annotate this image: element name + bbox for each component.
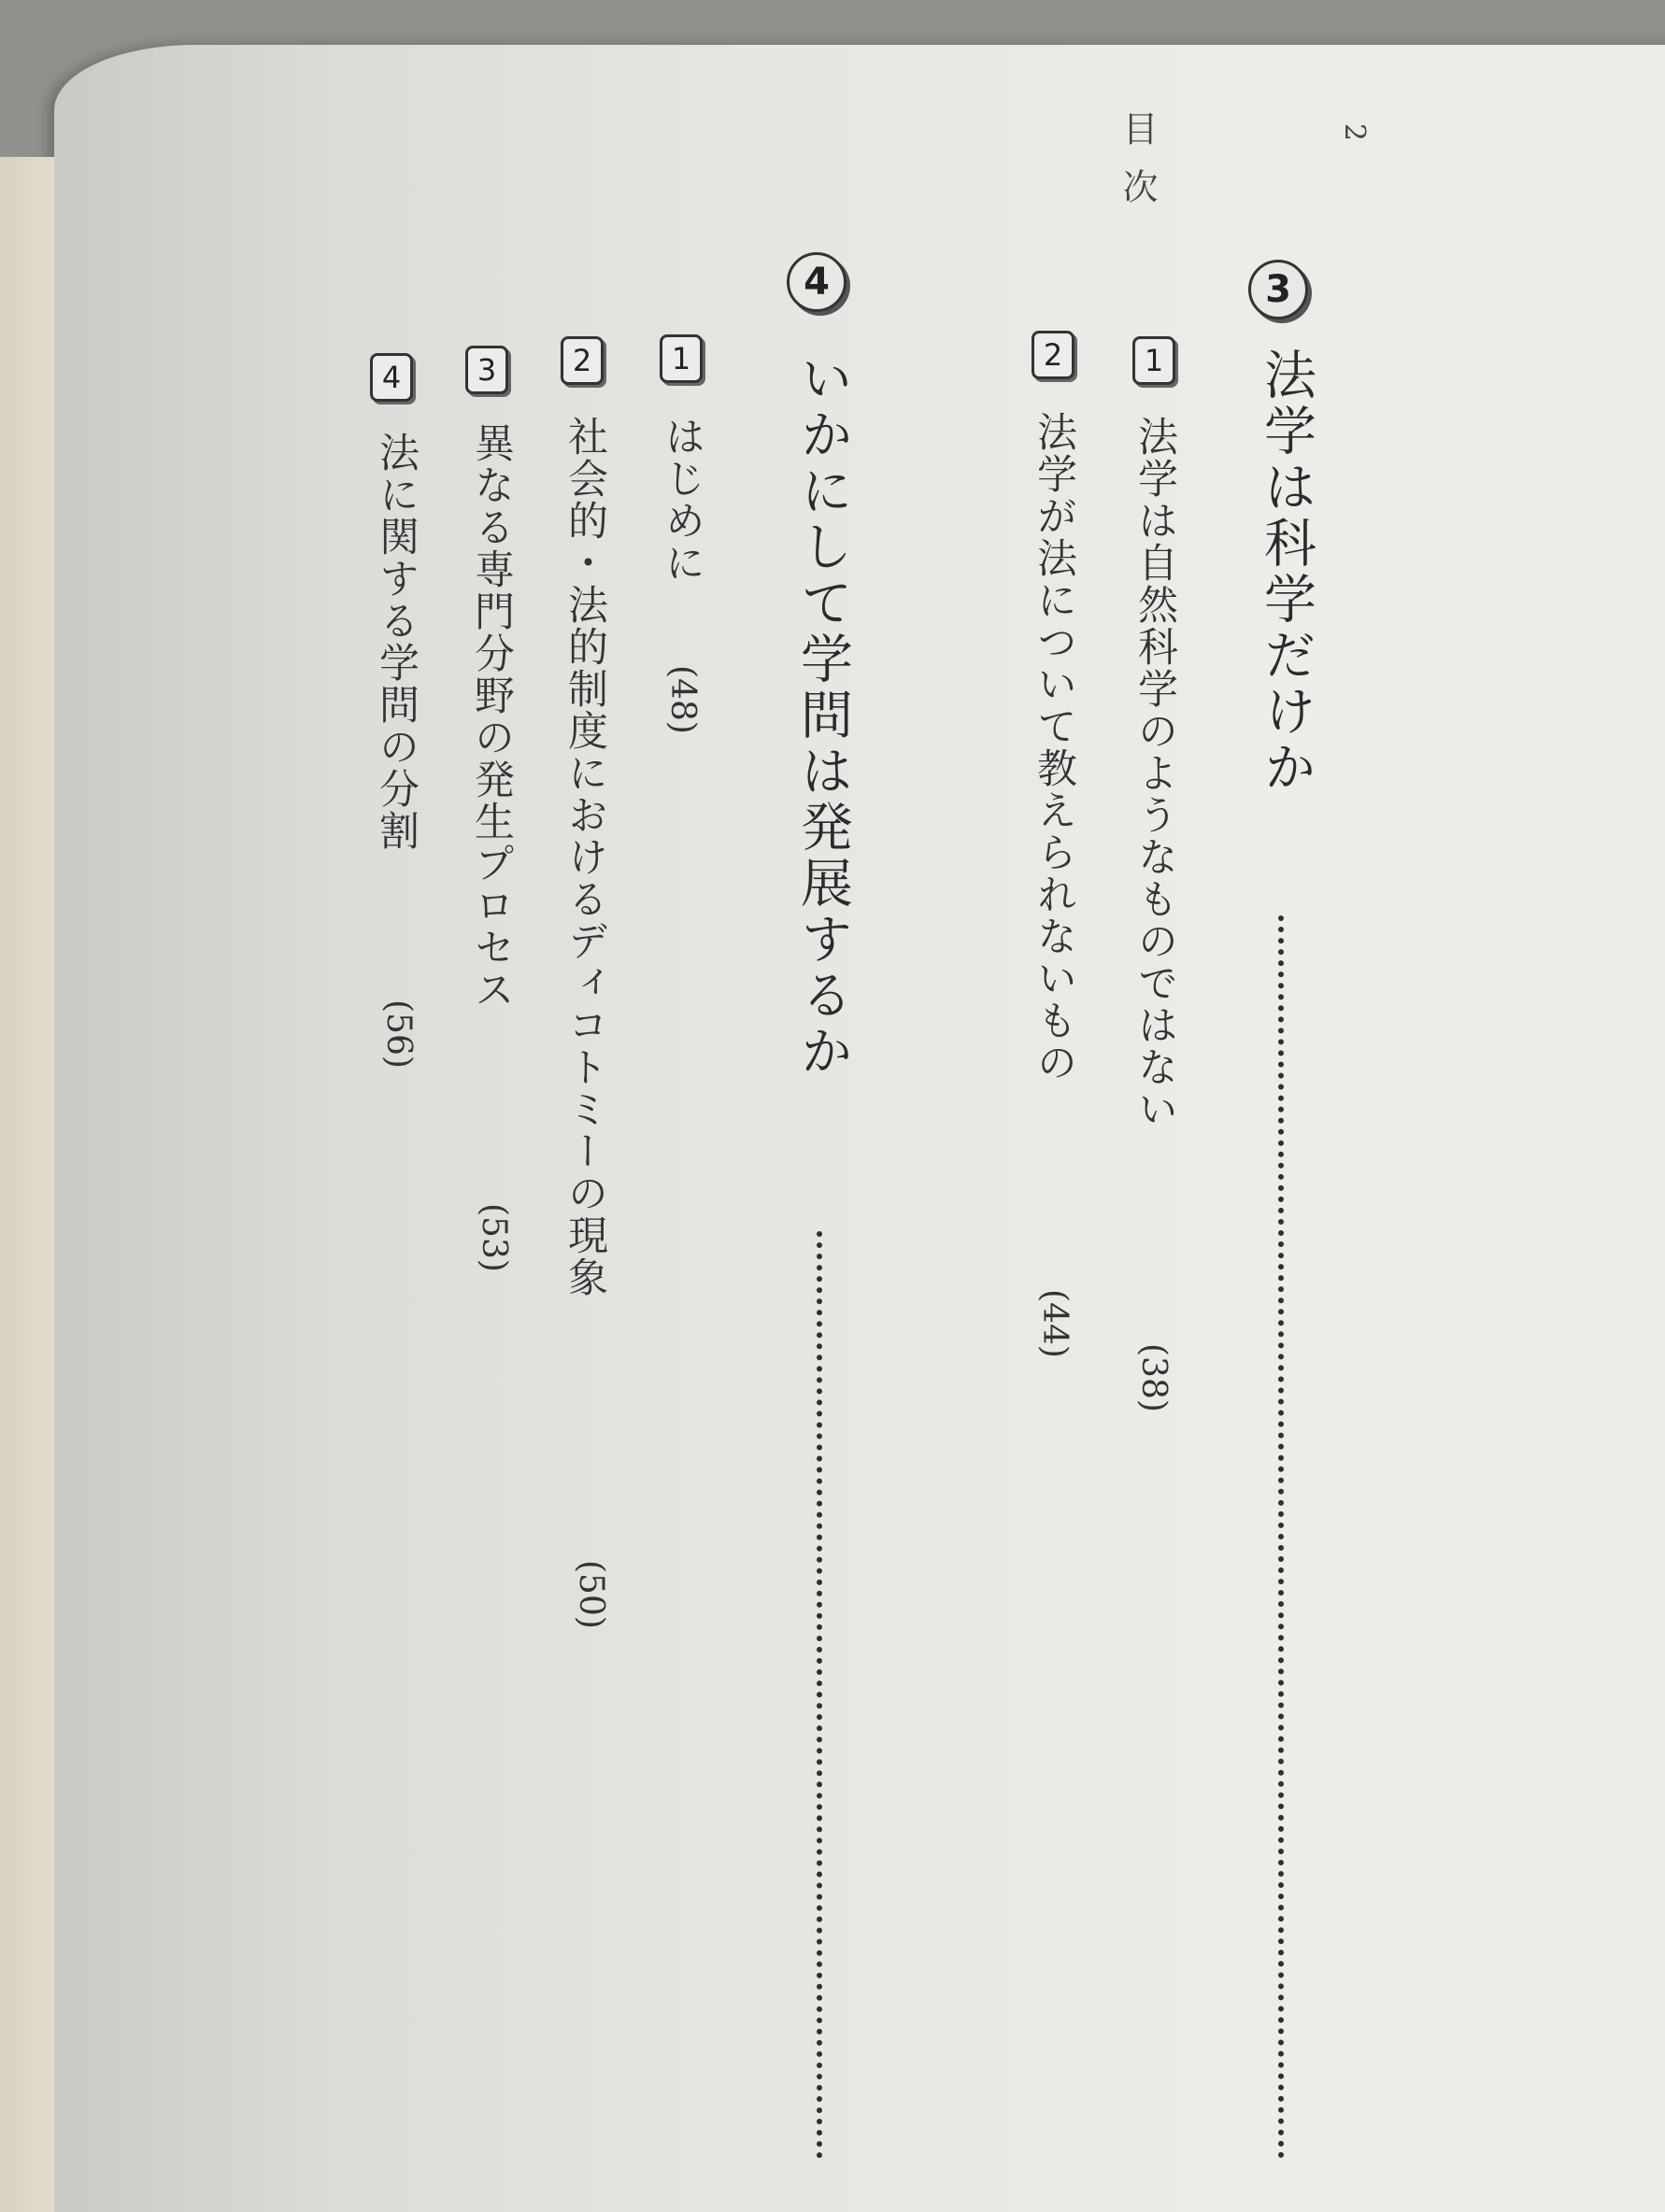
ch3-section-2-title: 法学が法について教えられないもの xyxy=(1031,411,1077,1084)
ch3-section-1-title: 法学は自然科学のようなものではない xyxy=(1131,416,1178,1130)
chapter-3-title: 法学は科学だけか xyxy=(1256,347,1316,796)
ch4-section-2-page: (50) xyxy=(572,1560,610,1629)
chapter-3-leader-dots xyxy=(1278,915,1284,2159)
ch4-section-4-page: (56) xyxy=(379,1000,418,1069)
ch3-section-1-badge: 1 xyxy=(1132,336,1175,385)
ch3-section-1-page: (38) xyxy=(1134,1343,1173,1412)
ch4-section-3-badge: 3 xyxy=(465,346,508,394)
ch4-section-1-badge: 1 xyxy=(660,334,703,383)
ch4-section-4-badge: 4 xyxy=(370,353,413,402)
ch4-section-1-page: (48) xyxy=(663,665,702,734)
ch4-section-2-title: 社会的・法的制度におけるディコトミーの現象 xyxy=(562,416,608,1298)
ch4-section-3-title: 異なる専門分野の発生プロセス xyxy=(468,422,515,1011)
running-head-title: 目次 xyxy=(1117,110,1158,226)
ch4-section-1-title: はじめに xyxy=(659,416,705,584)
ch4-section-3-page: (53) xyxy=(475,1203,513,1272)
ch4-section-4-title: 法に関する学問の分割 xyxy=(373,432,420,852)
ch4-section-2-badge: 2 xyxy=(561,336,604,385)
ch3-section-2-badge: 2 xyxy=(1032,331,1074,379)
chapter-4-leader-dots xyxy=(817,1231,822,2159)
chapter-3-number-badge: 3 xyxy=(1248,260,1308,319)
chapter-4-title: いかにして学問は発展するか xyxy=(792,351,853,1080)
ch3-section-2-page: (44) xyxy=(1035,1289,1074,1358)
chapter-4-number-badge: 4 xyxy=(787,252,847,312)
page-number: 2 xyxy=(1338,123,1371,142)
book-page xyxy=(54,45,1665,2212)
